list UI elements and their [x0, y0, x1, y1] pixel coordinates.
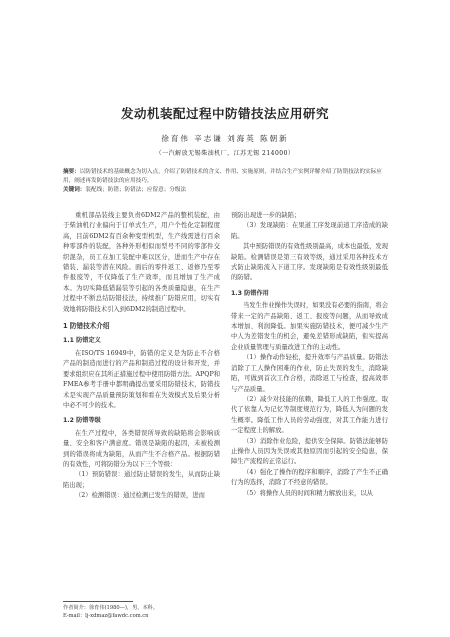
paragraph-continued: 预防出现进一步的缺陷；: [231, 212, 301, 219]
paragraph-1-3-b: （2）减少对技能的依赖，降低工人的工作强度。取代了依靠人为记忆等制度规范行为，降低人为问题的发生概率。降低工作人员的劳动强度，对其工作能力进行一定程度上的解放。: [231, 395, 388, 435]
footnote-rule: [63, 601, 133, 602]
paragraph-1-2-b: （1）预防错误：通过防止错误的发生，从而防止缺陷出现；: [63, 471, 220, 489]
paragraph-1-3-c: （3）消除作业危险，提供安全保障。防错法能够防止操作人员因为失误或其他原因而引起的安全隐患，保障生产流程的正常运行。: [231, 437, 388, 466]
keywords-text: 装配线；防错；防错法；应留意；分级法: [85, 187, 187, 193]
author-bio: 作者简介：徐育伟(1980—)，男，本科。: [63, 605, 159, 611]
paragraph-1-2-a: 在生产过程中，各类错误所导致的缺陷将会影响质量、安全和客户满意度。错误是缺陷的起因，未被检测到的错误将成为缺陷，从而产生不合格产品。根据防错的有效性，可将防错分为以下三个等级：: [63, 429, 220, 468]
author-email: E-mail：lj-xdmaz@fawdc.com.cn: [63, 613, 149, 619]
left-column: [63, 211, 220, 502]
paragraph-1-3-a: （1）操作动作轻松，提升效率与产品质量。防错法消除了工人操作困难的作业，防止失误的发生，消除缺陷，可做到首次工作合格，消除返工与检查，提高效率与产品质量。: [231, 354, 388, 393]
section-heading-1: 1 防错技术介绍: [63, 322, 110, 331]
abstract-line: [63, 168, 389, 186]
paragraph-1-2-c: （2）检测错误：通过检测已发生的错误，进而: [75, 492, 205, 500]
footnote: [63, 604, 263, 620]
paragraph-1-2-e: 其中预防错误的有效性级别最高，成本也最低，发现缺陷。检测错误是第三有效等级，通过采用各种技术方式防止缺陷流入下道工序。发现缺陷是有效性级别最低的防错。: [231, 243, 388, 282]
keywords-line: [63, 186, 389, 195]
author-list: 徐育伟 辛志谦 刘海英 陈朝新: [161, 134, 289, 143]
paragraph-1-1: 在ISO/TS 16949中，防错的定义是为防止不合格产品的制造而进行的产品和制造过程的设计和开发，并要求组织应在其所正措施过程中使用防错方法。APQP和FMEA参考手册中都明确提出要采用防错技术，防错技术是实现产品质量预防策划和看在失效模式及后果分析中必不可少的技术。: [63, 349, 220, 409]
subsection-heading-1-3: 1.3 防错作用: [231, 289, 269, 297]
paragraph-1-2-d: （3）发现缺陷：在果道工序发现前道工序造成的缺陷。: [231, 222, 388, 240]
subsection-heading-1-1: 1.1 防错定义: [63, 337, 101, 345]
paragraph-1-3-e: （5）将操作人员的时间和精力解放出来，以从: [243, 489, 373, 497]
paragraph-1-3-d: （4）强化了操作的程序和顺序，消除了产生不正确行为的选择，消除了不经意的错误。: [231, 468, 388, 487]
intro-paragraph: 重机部品装线主要负责6DM2产品的整机装配，由于柴油机行业偏向于订单式生产，用户个性化定制程度高，目前6DM2有百余种变型机型，生产线需进行百余种零部件的装配，各种外形相似而型号不同的零部件交织混杂，员工在加工装配中难以区分，进而生产中存在错装、漏装等潜在风险。面后的零件返工、返修乃至零件报废等，不仅降低了生产效率，而且增加了生产成本。为切实降低错漏装等引起的各类质量隐患，在生产过程中不断总结防错技法，持续推广防错应用，切实有效地将防错技术引入到6DM2的制造过程中。: [63, 212, 220, 313]
paper-title: 发动机装配过程中防错技法应用研究: [120, 106, 329, 121]
abstract-label: 摘要：: [63, 169, 80, 175]
right-column: [231, 211, 388, 499]
abstract-block: [63, 168, 389, 195]
subsection-heading-1-2: 1.2 防错等级: [63, 417, 101, 425]
keywords-label: 关键词：: [63, 187, 86, 193]
abstract-text: 以防错技术的基础概念为切入点，介绍了防错技术的含义、作用、实施原则，并结合生产实例详解介绍了防错技法的实际应用，阐述再发防错技法的应用技巧。: [63, 169, 382, 184]
affiliation: （一汽解放无锡柴油机厂，江苏无锡 214000）: [155, 150, 295, 157]
paragraph-1-3-intro: 当发生作业操作失误时，如果没有必要的指南，将会带来一定的产品缺陷、返工、报废等问题，从而导致成本增加、利润降低。加果实施防错技术，便可减少生产中人为差错发生的机会，避免差错形成缺陷，衔实提高企业质量管理与质量改进工作的主动性。: [231, 302, 388, 351]
